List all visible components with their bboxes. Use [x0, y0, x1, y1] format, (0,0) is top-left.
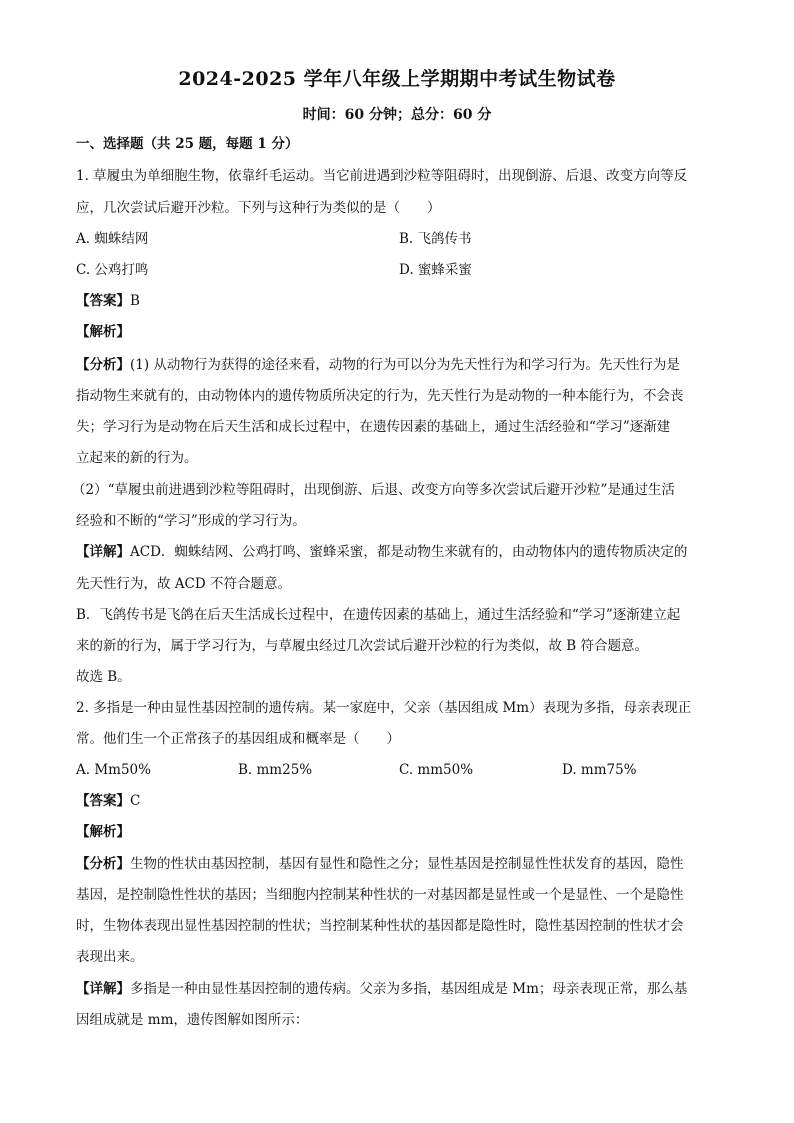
q2-answer-value: C — [130, 793, 141, 809]
page-title: 2024-2025 学年八年级上学期期中考试生物试卷 — [178, 68, 616, 90]
q2-fenxi-line1 — [76, 854, 684, 874]
q1-fenxi-line1 — [76, 355, 680, 375]
section-heading: 一、选择题（共 25 题，每题 1 分） — [76, 136, 299, 152]
q2-answer-tag: 【答案】 — [76, 793, 130, 809]
q2-fenxi-line2: 基因，是控制隐性性状的基因；当细胞内控制某种性状的一对基因都是显性或一个是显性、一个是隐性 — [76, 887, 684, 903]
q1-xiangjie-line2: 先天性行为，故 ACD 不符合题意。 — [76, 576, 291, 592]
q2-analysis-title: 【解析】 — [76, 824, 130, 840]
q1-xiangjie-line4: 来的新的行为，属于学习行为，与草履虫经过几次尝试后避开沙粒的行为类似，故 B 符合题意。 — [76, 638, 649, 654]
q2-option-d: D. mm75% — [562, 762, 637, 778]
q1-fenxi-text1: (1) 从动物行为获得的途径来看，动物的行为可以分为先天性行为和学习行为。先天性行为是 — [130, 357, 680, 373]
q1-answer-value: B — [130, 293, 140, 309]
q1-xiangjie-tag: 【详解】 — [76, 544, 130, 560]
q1-xiangjie-line1 — [76, 542, 687, 562]
q1-xiangjie-line3: B．飞鸽传书是飞鸽在后天生活成长过程中，在遗传因素的基础上，通过生活经验和“学习”逐渐建立起 — [76, 607, 681, 623]
q2-stem-line2: 常。他们生一个正常孩子的基因组成和概率是（ ） — [76, 731, 400, 747]
q2-xiangjie-text1: 多指是一种由显性基因控制的遗传病。父亲为多指，基因组成是 Mm；母亲表现正常，那么基 — [130, 981, 688, 997]
q1-fenxi-line4: 立起来的新的行为。 — [76, 450, 198, 466]
q1-conclusion: 故选 B。 — [76, 669, 131, 685]
q1-option-a: A. 蜘蛛结网 — [76, 231, 149, 247]
q2-fenxi-tag: 【分析】 — [76, 856, 130, 872]
q1-option-d: D. 蜜蜂采蜜 — [399, 262, 472, 278]
exam-time-score: 时间：60 分钟；总分：60 分 — [302, 107, 492, 123]
q1-fenxi-line2: 指动物生来就有的，由动物体内的遗传物质所决定的行为，先天性行为是动物的一种本能行为，不会丧 — [76, 388, 684, 404]
q2-stem-line1: 2. 多指是一种由显性基因控制的遗传病。某一家庭中，父亲（基因组成 Mm）表现为多指，母亲表现正 — [76, 700, 692, 716]
q1-fenxi-tag: 【分析】 — [76, 357, 130, 373]
q1-fenxi-line5: （2）“草履虫前进遇到沙粒等阻碍时，出现倒游、后退、改变方向等多次尝试后避开沙粒”是通过生活 — [72, 482, 675, 498]
q1-stem-line2: 应，几次尝试后避开沙粒。下列与这种行为类似的是（ ） — [76, 200, 441, 216]
q1-option-c: C. 公鸡打鸣 — [76, 262, 149, 278]
q2-option-a: A. Mm50% — [76, 762, 151, 778]
q1-option-b: B. 飞鸽传书 — [399, 231, 472, 247]
q1-analysis-title: 【解析】 — [76, 324, 130, 340]
q2-xiangjie-line1 — [76, 979, 687, 999]
q2-option-b: B. mm25% — [238, 762, 313, 778]
q2-option-c: C. mm50% — [399, 762, 474, 778]
q2-fenxi-line3: 时，生物体表现出显性基因控制的性状；当控制某种性状的基因都是隐性时，隐性基因控制的性状才会 — [76, 918, 684, 934]
q1-answer-tag: 【答案】 — [76, 293, 130, 309]
q1-stem-line1: 1. 草履虫为单细胞生物，依靠纤毛运动。当它前进遇到沙粒等阻碍时，出现倒游、后退、改变方向等反 — [76, 168, 688, 184]
q1-fenxi-line6: 经验和不断的“学习”形成的学习行为。 — [76, 513, 306, 529]
q2-answer — [76, 791, 140, 811]
q1-fenxi-line3: 失；学习行为是动物在后天生活和成长过程中，在遗传因素的基础上，通过生活经验和“学习”逐渐建 — [76, 419, 671, 435]
q2-xiangjie-line2: 因组成就是 mm，遗传图解如图所示： — [76, 1012, 309, 1028]
q2-xiangjie-tag: 【详解】 — [76, 981, 130, 997]
q1-answer — [76, 291, 140, 311]
q2-fenxi-line4: 表现出来。 — [76, 949, 144, 965]
q2-fenxi-text1: 生物的性状由基因控制，基因有显性和隐性之分；显性基因是控制显性性状发育的基因，隐性 — [130, 856, 684, 872]
q1-xiangjie-text1: ACD．蜘蛛结网、公鸡打鸣、蜜蜂采蜜，都是动物生来就有的，由动物体内的遗传物质决定的 — [130, 544, 688, 560]
